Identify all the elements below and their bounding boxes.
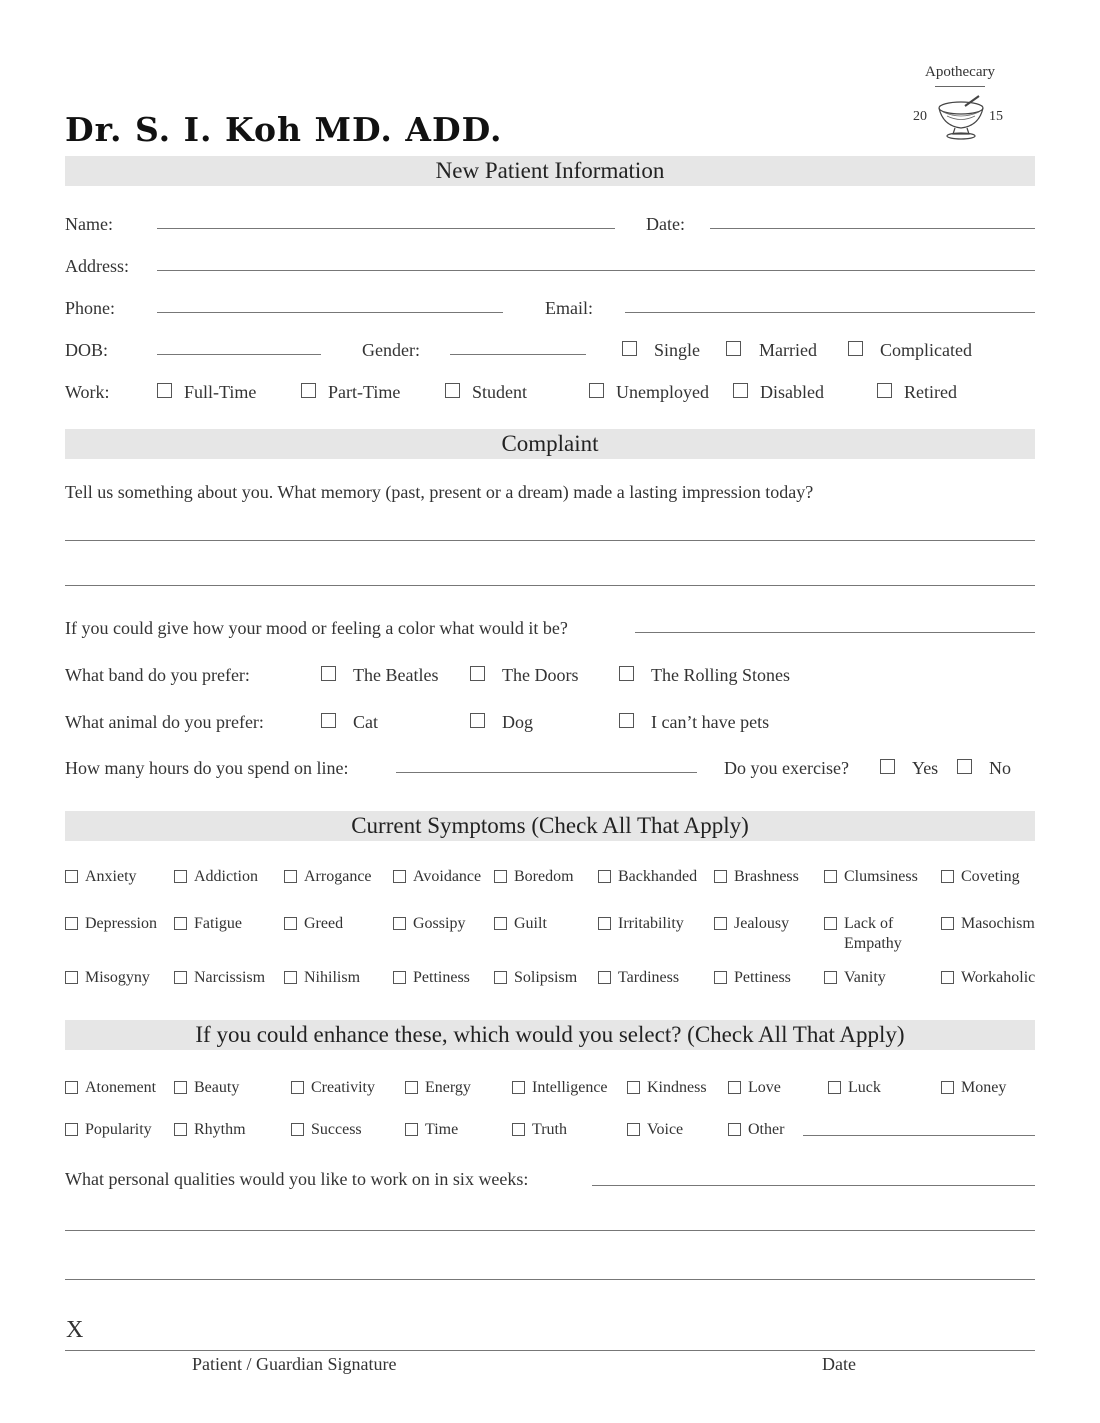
cat-checkbox[interactable] <box>321 713 336 728</box>
symptom-checkbox[interactable] <box>494 917 507 930</box>
section-symptoms <box>65 811 1035 841</box>
unemployed-checkbox[interactable] <box>589 383 604 398</box>
enhance-label: Money <box>961 1079 1007 1096</box>
disabled-label: Disabled <box>760 382 824 402</box>
part-time-checkbox[interactable] <box>301 383 316 398</box>
enhance-checkbox[interactable] <box>512 1123 525 1136</box>
symptom-label: Gossipy <box>413 915 466 932</box>
symptom-label: Clumsiness <box>844 868 918 885</box>
complicated-label: Complicated <box>880 340 972 360</box>
enhance-checkbox[interactable] <box>65 1123 78 1136</box>
enhance-label: Voice <box>647 1121 684 1138</box>
exercise-yes-checkbox[interactable] <box>880 759 895 774</box>
no-pets-checkbox[interactable] <box>619 713 634 728</box>
enhance-label: Popularity <box>85 1121 152 1138</box>
symptom-checkbox[interactable] <box>284 971 297 984</box>
enhance-checkbox[interactable] <box>174 1081 187 1094</box>
color-question: If you could give how your mood or feeling a color what would it be? <box>65 618 568 638</box>
enhance-label: Other <box>748 1121 785 1138</box>
band-question: What band do you prefer: <box>65 665 250 685</box>
mortar-pestle-icon <box>935 94 987 142</box>
date-field[interactable] <box>710 228 1035 229</box>
enhance-checkbox[interactable] <box>174 1123 187 1136</box>
symptom-label: Narcissism <box>194 969 266 986</box>
enhance-checkbox[interactable] <box>627 1081 640 1094</box>
symptom-label: Lack of <box>844 915 894 932</box>
symptom-checkbox[interactable] <box>941 971 954 984</box>
enhance-checkbox[interactable] <box>291 1123 304 1136</box>
logo-year-right: 15 <box>989 109 1003 124</box>
symptom-checkbox[interactable] <box>598 917 611 930</box>
gender-field[interactable] <box>450 354 586 355</box>
email-label: Email: <box>545 298 593 318</box>
married-label: Married <box>759 340 817 360</box>
name-label: Name: <box>65 214 113 234</box>
part-time-label: Part-Time <box>328 382 401 402</box>
symptom-label: Nihilism <box>304 969 361 986</box>
doors-checkbox[interactable] <box>470 666 485 681</box>
symptom-label: Brashness <box>734 868 799 885</box>
symptom-checkbox[interactable] <box>65 870 78 883</box>
exercise-no-checkbox[interactable] <box>957 759 972 774</box>
enhance-label: Truth <box>532 1121 567 1138</box>
full-time-checkbox[interactable] <box>157 383 172 398</box>
unemployed-label: Unemployed <box>616 382 709 402</box>
symptom-checkbox[interactable] <box>494 870 507 883</box>
cat-label: Cat <box>353 712 378 732</box>
gender-label: Gender: <box>362 340 420 360</box>
no-pets-label: I can’t have pets <box>651 712 770 732</box>
signature-date-label: Date <box>822 1354 856 1374</box>
beatles-checkbox[interactable] <box>321 666 336 681</box>
enhance-label: Atonement <box>85 1079 157 1096</box>
symptom-label: Anxiety <box>85 868 137 885</box>
symptom-label: Addiction <box>194 868 258 885</box>
section-complaint <box>65 429 1035 459</box>
single-label: Single <box>654 340 701 360</box>
symptom-label: Greed <box>304 915 344 932</box>
enhance-label: Time <box>425 1121 459 1138</box>
enhance-checkbox[interactable] <box>941 1081 954 1094</box>
color-answer-field[interactable] <box>635 632 1035 633</box>
apothecary-logo <box>905 62 1015 147</box>
enhance-checkbox[interactable] <box>828 1081 841 1094</box>
symptom-label: Depression <box>85 915 157 932</box>
symptom-label: Vanity <box>844 969 886 986</box>
qualities-field[interactable] <box>592 1185 1035 1186</box>
symptom-label: Avoidance <box>413 868 482 885</box>
dog-checkbox[interactable] <box>470 713 485 728</box>
enhance-checkbox[interactable] <box>291 1081 304 1094</box>
enhance-label: Intelligence <box>532 1079 608 1096</box>
exercise-yes-label: Yes <box>912 758 939 778</box>
enhance-checkbox[interactable] <box>512 1081 525 1094</box>
enhance-checkbox[interactable] <box>405 1123 418 1136</box>
qualities-question: What personal qualities would you like to work on in six weeks: <box>65 1169 529 1189</box>
symptom-checkbox[interactable] <box>598 870 611 883</box>
qualities-answer-line-2[interactable] <box>65 1279 1035 1280</box>
symptom-checkbox[interactable] <box>393 971 406 984</box>
married-checkbox[interactable] <box>726 341 741 356</box>
enhance-label: Success <box>311 1121 362 1138</box>
symptom-checkbox[interactable] <box>824 971 837 984</box>
section-enhance <box>65 1020 1035 1050</box>
student-checkbox[interactable] <box>445 383 460 398</box>
symptom-checkbox[interactable] <box>494 971 507 984</box>
enhance-label: Creativity <box>311 1079 375 1096</box>
symptom-checkbox[interactable] <box>824 870 837 883</box>
symptom-checkbox[interactable] <box>174 917 187 930</box>
symptom-checkbox[interactable] <box>393 917 406 930</box>
doctor-name: Dr. S. I. Koh MD. ADD. <box>65 110 503 149</box>
memory-answer-line-1[interactable] <box>65 540 1035 541</box>
single-checkbox[interactable] <box>622 341 637 356</box>
date-label: Date: <box>646 214 685 234</box>
symptom-checkbox[interactable] <box>941 917 954 930</box>
signature-label: Patient / Guardian Signature <box>192 1354 397 1374</box>
rolling-stones-label: The Rolling Stones <box>651 665 790 685</box>
section-title: New Patient Information <box>435 158 665 183</box>
phone-field[interactable] <box>157 312 503 313</box>
dog-label: Dog <box>502 712 533 732</box>
symptom-checkbox[interactable] <box>714 971 727 984</box>
signature-line[interactable] <box>65 1350 1035 1351</box>
signature-mark: X <box>66 1317 84 1343</box>
symptom-checkbox[interactable] <box>824 917 837 930</box>
enhance-label: Beauty <box>194 1079 240 1096</box>
logo-year-left: 20 <box>913 109 927 124</box>
retired-checkbox[interactable] <box>877 383 892 398</box>
symptom-checkbox[interactable] <box>941 870 954 883</box>
dob-field[interactable] <box>157 354 321 355</box>
hours-field[interactable] <box>396 772 697 773</box>
rolling-stones-checkbox[interactable] <box>619 666 634 681</box>
enhance-checkbox[interactable] <box>405 1081 418 1094</box>
symptom-checkbox[interactable] <box>598 971 611 984</box>
work-label: Work: <box>65 382 110 402</box>
exercise-question: Do you exercise? <box>724 758 849 778</box>
enhance-label: Kindness <box>647 1079 707 1096</box>
symptom-checkbox[interactable] <box>65 971 78 984</box>
symptom-label: Boredom <box>514 868 574 885</box>
logo-top-text: Apothecary <box>925 64 995 80</box>
symptom-label: Fatigue <box>194 915 242 932</box>
symptom-label: Misogyny <box>85 969 150 986</box>
email-field[interactable] <box>625 312 1035 313</box>
enhance-checkbox[interactable] <box>627 1123 640 1136</box>
memory-question: Tell us something about you. What memory (past, present or a dream) made a lasting impression today? <box>65 482 814 502</box>
enhance-checkbox[interactable] <box>728 1081 741 1094</box>
symptom-label: Jealousy <box>734 915 790 932</box>
enhance-checkbox[interactable] <box>728 1123 741 1136</box>
address-label: Address: <box>65 256 129 276</box>
phone-label: Phone: <box>65 298 116 318</box>
symptom-checkbox[interactable] <box>284 870 297 883</box>
symptom-checkbox[interactable] <box>65 917 78 930</box>
symptom-label: Guilt <box>514 915 547 932</box>
memory-answer-line-2[interactable] <box>65 585 1035 586</box>
symptom-checkbox[interactable] <box>714 917 727 930</box>
symptom-label: Arrogance <box>304 868 372 885</box>
beatles-label: The Beatles <box>353 665 439 685</box>
hours-question: How many hours do you spend on line: <box>65 758 349 778</box>
symptom-label: Masochism <box>961 915 1035 932</box>
student-label: Student <box>472 382 528 402</box>
symptom-checkbox[interactable] <box>393 870 406 883</box>
full-time-label: Full-Time <box>184 382 257 402</box>
symptom-label: Coveting <box>961 868 1020 885</box>
disabled-checkbox[interactable] <box>733 383 748 398</box>
retired-label: Retired <box>904 382 957 402</box>
section-title: Complaint <box>501 431 599 456</box>
enhance-checkbox[interactable] <box>65 1081 78 1094</box>
section-title: Current Symptoms (Check All That Apply) <box>351 813 749 838</box>
doors-label: The Doors <box>502 665 579 685</box>
enhance-label: Luck <box>848 1079 881 1096</box>
section-title: If you could enhance these, which would you select? (Check All That Apply) <box>195 1022 905 1047</box>
qualities-answer-line-1[interactable] <box>65 1230 1035 1231</box>
symptom-label: Pettiness <box>413 969 470 986</box>
symptom-label: Pettiness <box>734 969 791 986</box>
symptom-label: Solipsism <box>514 969 578 986</box>
dob-label: DOB: <box>65 340 109 360</box>
animal-question: What animal do you prefer: <box>65 712 264 732</box>
other-field[interactable] <box>803 1135 1035 1136</box>
address-field[interactable] <box>157 270 1035 271</box>
enhance-label: Energy <box>425 1079 471 1096</box>
symptom-label: Backhanded <box>618 868 698 885</box>
complicated-checkbox[interactable] <box>848 341 863 356</box>
enhance-label: Rhythm <box>194 1121 246 1138</box>
symptom-label: Workaholic <box>961 969 1036 986</box>
section-patient-info <box>65 156 1035 186</box>
exercise-no-label: No <box>989 758 1011 778</box>
symptom-label: Tardiness <box>618 969 680 986</box>
symptom-checkbox[interactable] <box>174 870 187 883</box>
symptom-checkbox[interactable] <box>284 917 297 930</box>
name-field[interactable] <box>157 228 615 229</box>
symptom-checkbox[interactable] <box>714 870 727 883</box>
symptom-checkbox[interactable] <box>174 971 187 984</box>
symptom-label-wrap: Empathy <box>844 935 902 952</box>
enhance-label: Love <box>748 1079 781 1096</box>
symptom-label: Irritability <box>618 915 684 932</box>
